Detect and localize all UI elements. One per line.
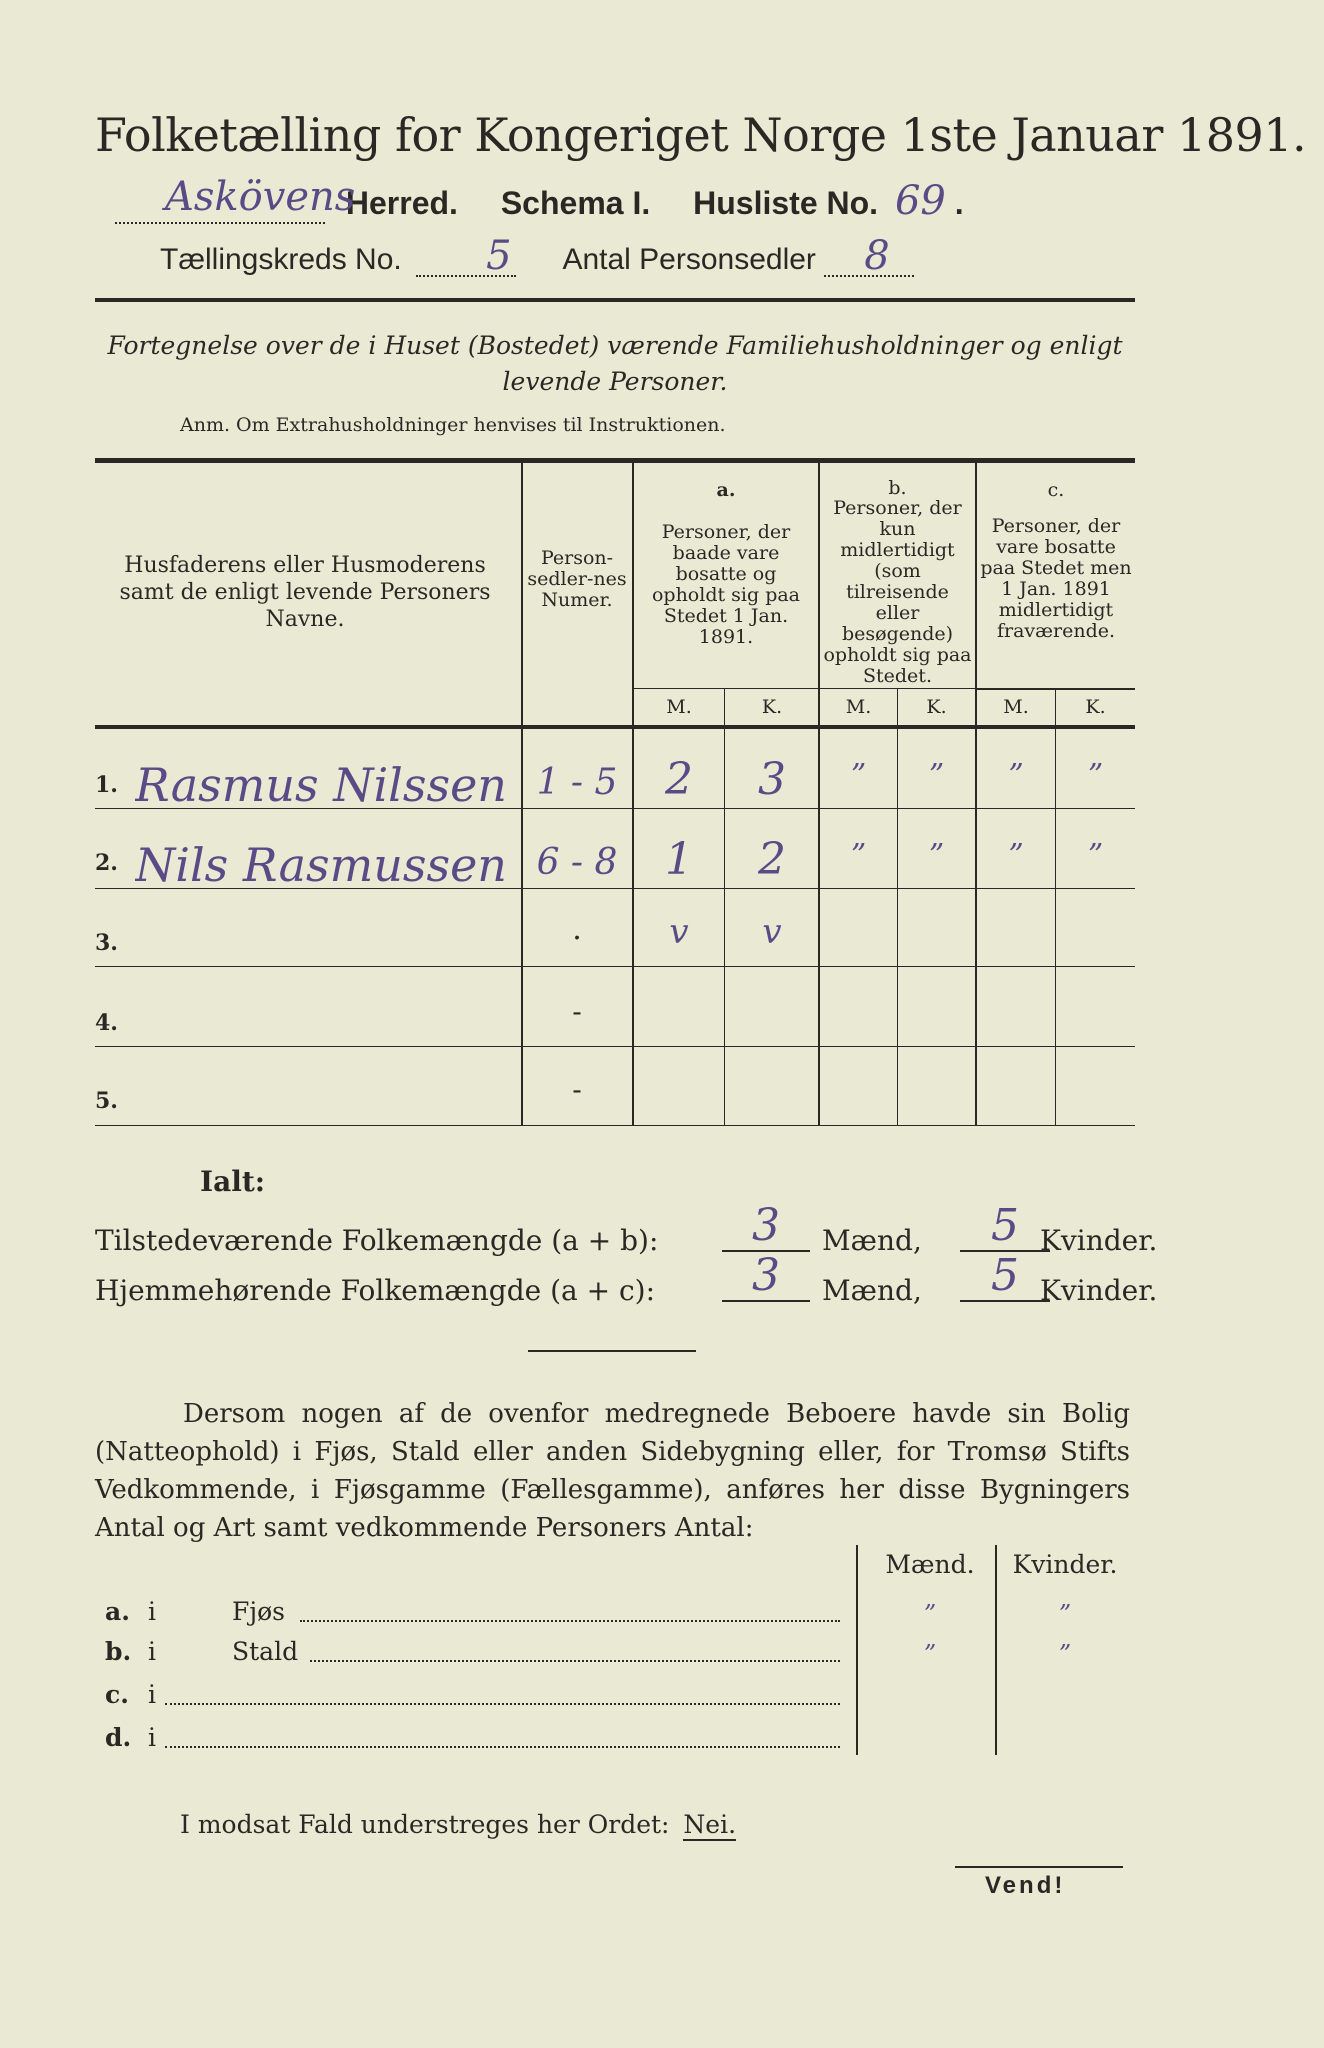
row-c-k: ” [1087, 838, 1104, 873]
row-b-m: ” [850, 838, 867, 873]
col-b-header: Personer, der kun midlertidigt (som tilreisende eller besøgende) opholdt sig paa Stedet. [823, 497, 972, 687]
personsedler-value: 8 [864, 233, 890, 279]
col-c-k: K. [1085, 696, 1106, 718]
herred-line: Askövens Herred. Schema I. Husliste No. 69 . [115, 178, 964, 224]
row-a-k: v [762, 912, 782, 952]
form-title: Folketælling for Kongeriget Norge 1ste Januar 1891. [95, 108, 1307, 162]
col-b-m: M. [845, 696, 872, 718]
col-a-letter: a. [716, 479, 736, 501]
row-numer: - [572, 995, 582, 1028]
intro-text: Fortegnelse over de i Huset (Bostedet) værende Familiehusholdninger og enligt levende Personer. [107, 331, 1123, 396]
row-a-k: 2 [758, 834, 786, 885]
col-numer-header: Person-sedler-nes Numer. [527, 547, 627, 611]
herred-value: Askövens [165, 174, 356, 220]
table-top-rule [95, 458, 1135, 463]
tilstede-label: Tilstedeværende Folkemængde (a + b): [95, 1224, 659, 1257]
col-kvinder: Kvinder. [1012, 1550, 1118, 1579]
row-a-m: 1 [665, 834, 693, 885]
row-number: 2. [95, 850, 118, 876]
row-name: Nils Rasmussen [135, 838, 507, 892]
row-number: 4. [95, 1010, 118, 1036]
col-c-m: M. [1003, 696, 1029, 718]
row-b-m: ” [850, 758, 867, 793]
hjemme-k: 5 [991, 1250, 1019, 1301]
herred-label: Herred. [345, 185, 458, 221]
row-numer: - [572, 1073, 582, 1106]
col-names-header: Husfaderens eller Husmoderens samt de enligt levende Personers Navne. [119, 553, 491, 632]
table-head-rule [95, 725, 1135, 729]
tilstede-m: 3 [752, 1200, 780, 1251]
col-c-letter: c. [1047, 479, 1065, 501]
hjemme-maend: Mænd, [822, 1274, 922, 1307]
personsedler-label: Antal Personsedler [562, 243, 816, 276]
schema-label: Schema I. [500, 185, 651, 221]
tilstede-kvinder: Kvinder. [1040, 1224, 1158, 1257]
ialt-label: Ialt: [200, 1165, 266, 1198]
census-form-page: Folketælling for Kongeriget Norge 1ste Januar 1891. Askövens Herred. Schema I. Husliste No. 69 . Tællingskreds No. 5 Antal Personsedler 8 Fortegnelse over de i Huset (Bostedet) værende Familiehusholdninger og enligt levende Personer. Anm. Om Extrahusholdninger henvises til Instruktionen. Husfaderens eller Husmoderens samt de enligt levende Personers Navne. Person-sedler-nes Numer. a. Personer, der baade vare bosatte og opholdt sig paa Stedet 1 Jan. 1891. b. Personer, der kun midlertidigt (som tilreisende eller besøgende) opholdt sig paa Stedet. c. Personer, der vare bosatte paa Stedet men 1 Jan. 1891 midlertidigt fraværende. M. K. M. K. M. K. 1. Rasmus Nilssen 1 - 5 2 3 ” ” ” ” 2. Nils Rasmussen 6 - 8 1 2 ” ” ” ” 3. . v v 4. - 5. - Ialt: Tilstedeværende Folkemængde (a + b): 3 Mænd, 5 Kvinder. Hjemmehørende Folkemængde (a + c): 3 Mænd, 5 Kvinder. Dersom nogen af de ovenfor medregnede Beboere havde sin Bolig (Natteophold) i Fjøs, Stald eller anden Sidebygning eller, for Tromsø Stifts Vedkommende, i Fjøsgamme (Fællesgamme), anføres her disse Bygningers Antal og Art samt vedkommende Personers Antal: Mænd. Kvinder. a. i Fjøs ” ” b. i Stald ” ” c. i d. i I modsat Fald understreges her Ordet: Nei. Vend! [0, 0, 1324, 2048]
row-number: 1. [95, 772, 118, 798]
col-a-k: K. [761, 696, 783, 718]
hjemme-kvinder: Kvinder. [1040, 1274, 1158, 1307]
row-a-m: v [669, 912, 689, 952]
row-c-k: ” [1087, 758, 1104, 793]
row-a-k: 3 [758, 754, 786, 805]
tilstede-k: 5 [991, 1200, 1019, 1251]
row-a-m: 2 [665, 754, 693, 805]
row-c-m: ” [1008, 758, 1024, 793]
row-b-k: ” [928, 838, 945, 873]
row-name: Rasmus Nilssen [135, 758, 507, 812]
row-c-m: ” [1008, 838, 1024, 873]
kreds-label: Tællingskreds No. [160, 243, 402, 276]
husliste-label: Husliste No. [693, 185, 879, 221]
nei-word: Nei. [683, 1810, 737, 1839]
row-numer: 6 - 8 [536, 842, 618, 883]
col-b-letter: b. [888, 477, 907, 499]
col-a-m: M. [666, 696, 692, 718]
anm-note: Anm. Om Extrahusholdninger henvises til Instruktionen. [180, 414, 726, 436]
tilstede-maend: Mænd, [822, 1224, 922, 1257]
hjemme-m: 3 [752, 1250, 780, 1301]
vend-label: Vend! [985, 1872, 1066, 1899]
husliste-value: 69 [894, 178, 946, 224]
col-maend: Mænd. [885, 1550, 975, 1579]
hjemme-label: Hjemmehørende Folkemængde (a + c): [95, 1274, 655, 1307]
row-number: 5. [95, 1088, 118, 1114]
row-numer: . [572, 912, 582, 947]
section-divider [528, 1350, 696, 1352]
col-a-header: Personer, der baade vare bosatte og opholdt sig paa Stedet 1 Jan. 1891. [651, 521, 801, 648]
header-rule [95, 298, 1135, 302]
col-b-k: K. [926, 696, 947, 718]
modsat-text: I modsat Fald understreges her Ordet: Nei. [180, 1810, 737, 1839]
kreds-value: 5 [486, 233, 512, 279]
row-b-k: ” [928, 758, 945, 793]
bolig-paragraph: Dersom nogen af de ovenfor medregnede Beboere havde sin Bolig (Natteophold) i Fjøs, Stald eller anden Sidebygning eller, for Tromsø Stifts Vedkommende, i Fjøsgamme (Fællesgamme), anføres her disse Bygningers Antal og Art samt vedkommende Personers Antal: [95, 1399, 1130, 1543]
row-number: 3. [95, 930, 118, 956]
kreds-line [160, 233, 914, 279]
col-c-header: Personer, der vare bosatte paa Stedet men 1 Jan. 1891 midlertidigt fraværende. [980, 515, 1132, 642]
row-numer: 1 - 5 [536, 762, 618, 803]
